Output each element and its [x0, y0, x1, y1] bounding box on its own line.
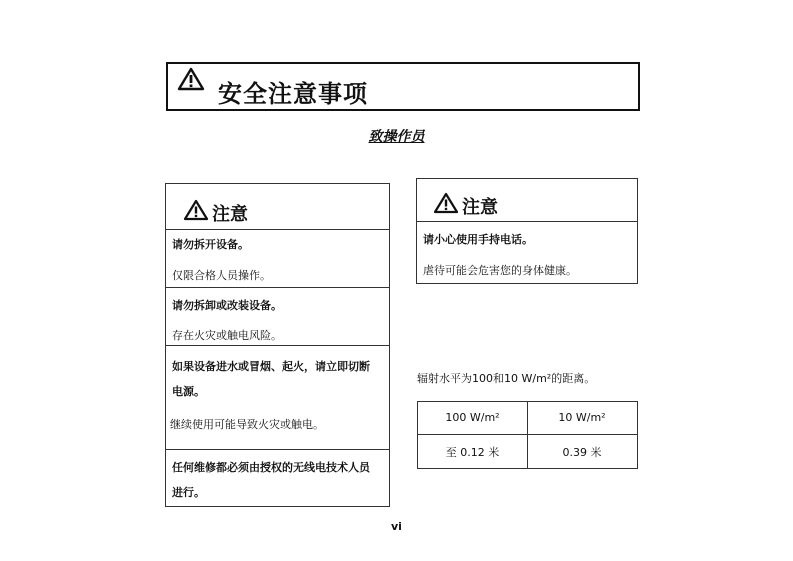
radiation-caption: 辐射水平为100和10 W/m²的距离。 [417, 372, 596, 385]
warning-icon [433, 192, 459, 214]
warning-icon [177, 67, 205, 91]
caution-item-title: 请勿拆卸或改装设备。 [172, 299, 282, 312]
caution-header [166, 184, 389, 230]
divider [166, 345, 389, 346]
table-header-cell: 10 W/m² [558, 411, 606, 424]
caution-item-title: 任何维修都必须由授权的无线电技术人员 [172, 461, 370, 474]
warning-icon [183, 199, 209, 221]
table-cell: 至 0.12 米 [445, 446, 500, 459]
page-subtitle: 致操作员 [368, 129, 425, 145]
caution-item-desc: 继续使用可能导致火灾或触电。 [170, 418, 324, 431]
page-title: 安全注意事项 [218, 80, 368, 108]
caution-item-desc: 存在火灾或触电风险。 [172, 329, 282, 342]
page-number: vi [391, 520, 402, 533]
caution-item-title: 如果设备进水或冒烟、起火，请立即切断 [172, 360, 370, 373]
caution-item-desc: 虐待可能会危害您的身体健康。 [423, 264, 577, 277]
table-cell: 0.39 米 [562, 446, 602, 459]
caution-header [417, 179, 637, 222]
caution-item-desc: 仅限合格人员操作。 [172, 269, 271, 282]
caution-item-title: 进行。 [172, 486, 205, 499]
caution-item-title: 请小心使用手持电话。 [423, 233, 533, 246]
table-header-cell: 100 W/m² [445, 411, 500, 424]
radiation-table [417, 401, 638, 469]
caution-item-title: 请勿拆开设备。 [172, 238, 249, 251]
caution-item-title: 电源。 [172, 385, 205, 398]
caution-label: 注意 [212, 204, 248, 225]
divider [166, 449, 389, 450]
caution-box-left [165, 183, 390, 507]
divider [418, 434, 637, 435]
caution-box-right [416, 178, 638, 284]
caution-label: 注意 [462, 197, 498, 218]
divider [166, 287, 389, 288]
